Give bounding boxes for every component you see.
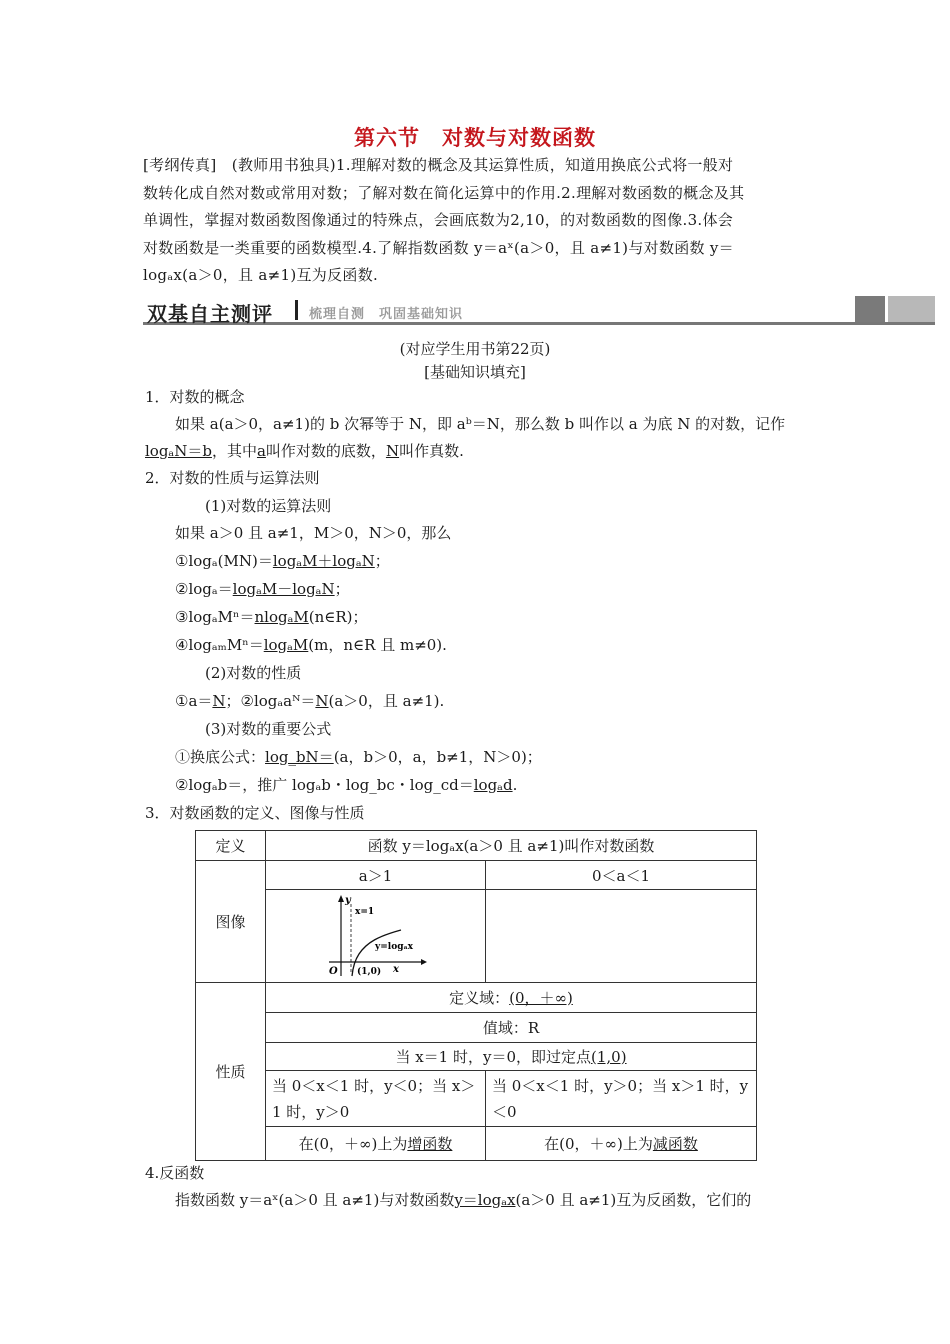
intro-line: 对数函数是一类重要的函数模型.4.了解指数函数 y＝aˣ(a＞0，且 a≠1)与对数函数 y＝ (143, 238, 734, 257)
domain-cell (266, 983, 757, 1013)
banner-light-block (888, 296, 935, 322)
range-cell: 值域：R (266, 1013, 757, 1043)
blank-answer: nlogₐM (254, 608, 309, 626)
text: ②logₐb＝，推广 logₐb・log_bc・log_cd＝ (175, 776, 474, 794)
text: ；②logₐaᴺ＝ (225, 692, 316, 710)
table-row (196, 890, 757, 983)
section-banner (143, 298, 935, 326)
log-graph (321, 892, 431, 980)
text: . (512, 776, 518, 794)
blank-answer: logₐM＋logₐN (272, 552, 375, 570)
text: 在(0，＋∞)上为 (544, 1135, 653, 1153)
text: ①a＝ (175, 692, 213, 710)
blank-answer: (0，＋∞) (509, 989, 573, 1007)
curve-label: y=logₐx (374, 942, 413, 952)
blank-answer: 减函数 (652, 1135, 698, 1153)
text: 在(0，＋∞)上为 (298, 1135, 408, 1153)
log-notation-line (145, 440, 464, 461)
monotonic-cell-a-greater-1 (266, 1127, 486, 1161)
section-4-title: 4.反函数 (145, 1164, 205, 1182)
intro-line: 数转化成自然对数或常用对数；了解对数在简化运算中的作用.2.理解对数函数的概念及其 (143, 183, 745, 202)
sign-cell-a-greater-1: 当 0＜x＜1 时，y＜0；当 x＞1 时，y＞0 (266, 1071, 486, 1127)
syllabus-intro (143, 152, 811, 290)
fixed-point-cell (266, 1043, 757, 1071)
page-title: 第六节 对数与对数函数 (354, 126, 596, 150)
blank-answer: (1,0) (591, 1048, 627, 1066)
blank-answer: logₐM (263, 636, 309, 654)
text: ； (334, 580, 350, 598)
text: (n∈R)； (308, 608, 368, 626)
monotonic-cell-a-less-1 (486, 1127, 757, 1161)
rule-base-power (175, 634, 447, 655)
origin-label: O (328, 966, 338, 977)
text: ； (374, 552, 390, 570)
banner-separator (295, 300, 298, 320)
row-label-graph: 图像 (196, 861, 266, 983)
sign-cell-a-less-1: 当 0＜x＜1 时，y＞0；当 x＞1 时，y＜0 (486, 1071, 757, 1127)
table-row (196, 983, 757, 1013)
formula-change-of-base (175, 746, 542, 767)
blank-answer: log_bN＝ (265, 748, 334, 766)
text: ④logₐₘMⁿ＝ (175, 636, 264, 654)
asymptote-label: x=1 (354, 907, 374, 917)
book-page-reference: (对应学生用书第22页) (399, 340, 551, 358)
x-label: x (392, 964, 399, 975)
graph-cell-a-greater-1 (266, 890, 486, 983)
text: 定义域： (449, 989, 510, 1007)
y-axis-arrow-icon (338, 895, 344, 902)
section-3-title: 3．对数函数的定义、图像与性质 (145, 804, 365, 822)
table-row (196, 1127, 757, 1161)
x-axis-arrow-icon (421, 959, 427, 965)
text: ①换底公式： (175, 748, 266, 766)
text: 指数函数 y＝aˣ(a＞0 且 a≠1)与对数函数 (175, 1191, 455, 1209)
formula-chain (175, 774, 517, 795)
text: ③logₐMⁿ＝ (175, 608, 255, 626)
header-a-less-1: 0＜a＜1 (486, 861, 757, 890)
property-identities (175, 690, 444, 711)
inverse-function-line (175, 1189, 751, 1210)
definition-cell: 函数 y＝logₐx(a＞0 且 a≠1)叫作对数函数 (266, 831, 757, 861)
text: (m，n∈R 且 m≠0). (308, 636, 447, 654)
intro-line: 单调性，掌握对数函数图像通过的特殊点，会画底数为2,10，的对数函数的图像.3.体会 (143, 211, 734, 229)
y-label: y (344, 895, 351, 906)
intro-line: [考纲传真] (教师用书独具)1.理解对数的概念及其运算性质，知道用换底公式将一般对 (143, 156, 734, 174)
log-function-table (195, 830, 757, 1161)
subsection-formulas: (3)对数的重要公式 (205, 720, 332, 738)
blank-answer: logₐN＝b (145, 442, 212, 460)
rules-condition: 如果 a＞0 且 a≠1，M＞0，N＞0，那么 (175, 524, 452, 542)
text: ①logₐ(MN)＝ (175, 552, 273, 570)
subsection-properties: (2)对数的性质 (205, 664, 302, 682)
blank-answer: N (385, 442, 400, 460)
blank-answer: a (256, 442, 266, 460)
table-row (196, 1043, 757, 1071)
table-row (196, 1013, 757, 1043)
row-label-definition: 定义 (196, 831, 266, 861)
fill-heading: [基础知识填充] (424, 363, 526, 381)
rule-quotient (175, 578, 350, 599)
intro-line: logₐx(a＞0，且 a≠1)互为反函数. (143, 266, 379, 284)
rule-product (175, 550, 390, 571)
text: (a＞0 且 a≠1)互为反函数，它们的 (515, 1191, 752, 1209)
graph-cell-a-less-1 (486, 890, 757, 983)
rule-power (175, 606, 368, 627)
point-label: (1,0) (356, 967, 381, 977)
blank-answer: y＝logₐx (454, 1191, 516, 1209)
text: ②logₐ＝ (175, 580, 233, 598)
section-1-title: 1．对数的概念 (145, 388, 245, 406)
banner-dark-block (855, 296, 885, 322)
log-definition-line: 如果 a(a＞0，a≠1)的 b 次幂等于 N，即 aᵇ＝N，那么数 b 叫作以 a 为底 N 的对数，记作 (175, 415, 786, 433)
text: ，其中 (211, 442, 257, 460)
blank-answer: N (212, 692, 226, 710)
blank-answer: logₐM－logₐN (232, 580, 335, 598)
row-label-properties: 性质 (196, 983, 266, 1161)
text: (a，b＞0，a，b≠1，N＞0)； (333, 748, 542, 766)
blank-answer: 增函数 (407, 1135, 453, 1153)
section-2-title: 2．对数的性质与运算法则 (145, 469, 320, 487)
banner-subtitle: 梳理自测 巩固基础知识 (309, 307, 464, 322)
text: (a＞0，且 a≠1). (328, 692, 445, 710)
blank-answer: N (315, 692, 329, 710)
text: 叫作真数. (399, 442, 464, 460)
banner-title: 双基自主测评 (147, 302, 273, 326)
table-row (196, 831, 757, 861)
header-a-greater-1: a＞1 (266, 861, 486, 890)
subsection-rules: (1)对数的运算法则 (205, 497, 332, 515)
blank-answer: logₐd (473, 776, 513, 794)
table-row (196, 1071, 757, 1127)
table-row (196, 861, 757, 890)
text: 当 x＝1 时，y＝0，即过定点 (395, 1048, 591, 1066)
text: 叫作对数的底数， (265, 442, 386, 460)
